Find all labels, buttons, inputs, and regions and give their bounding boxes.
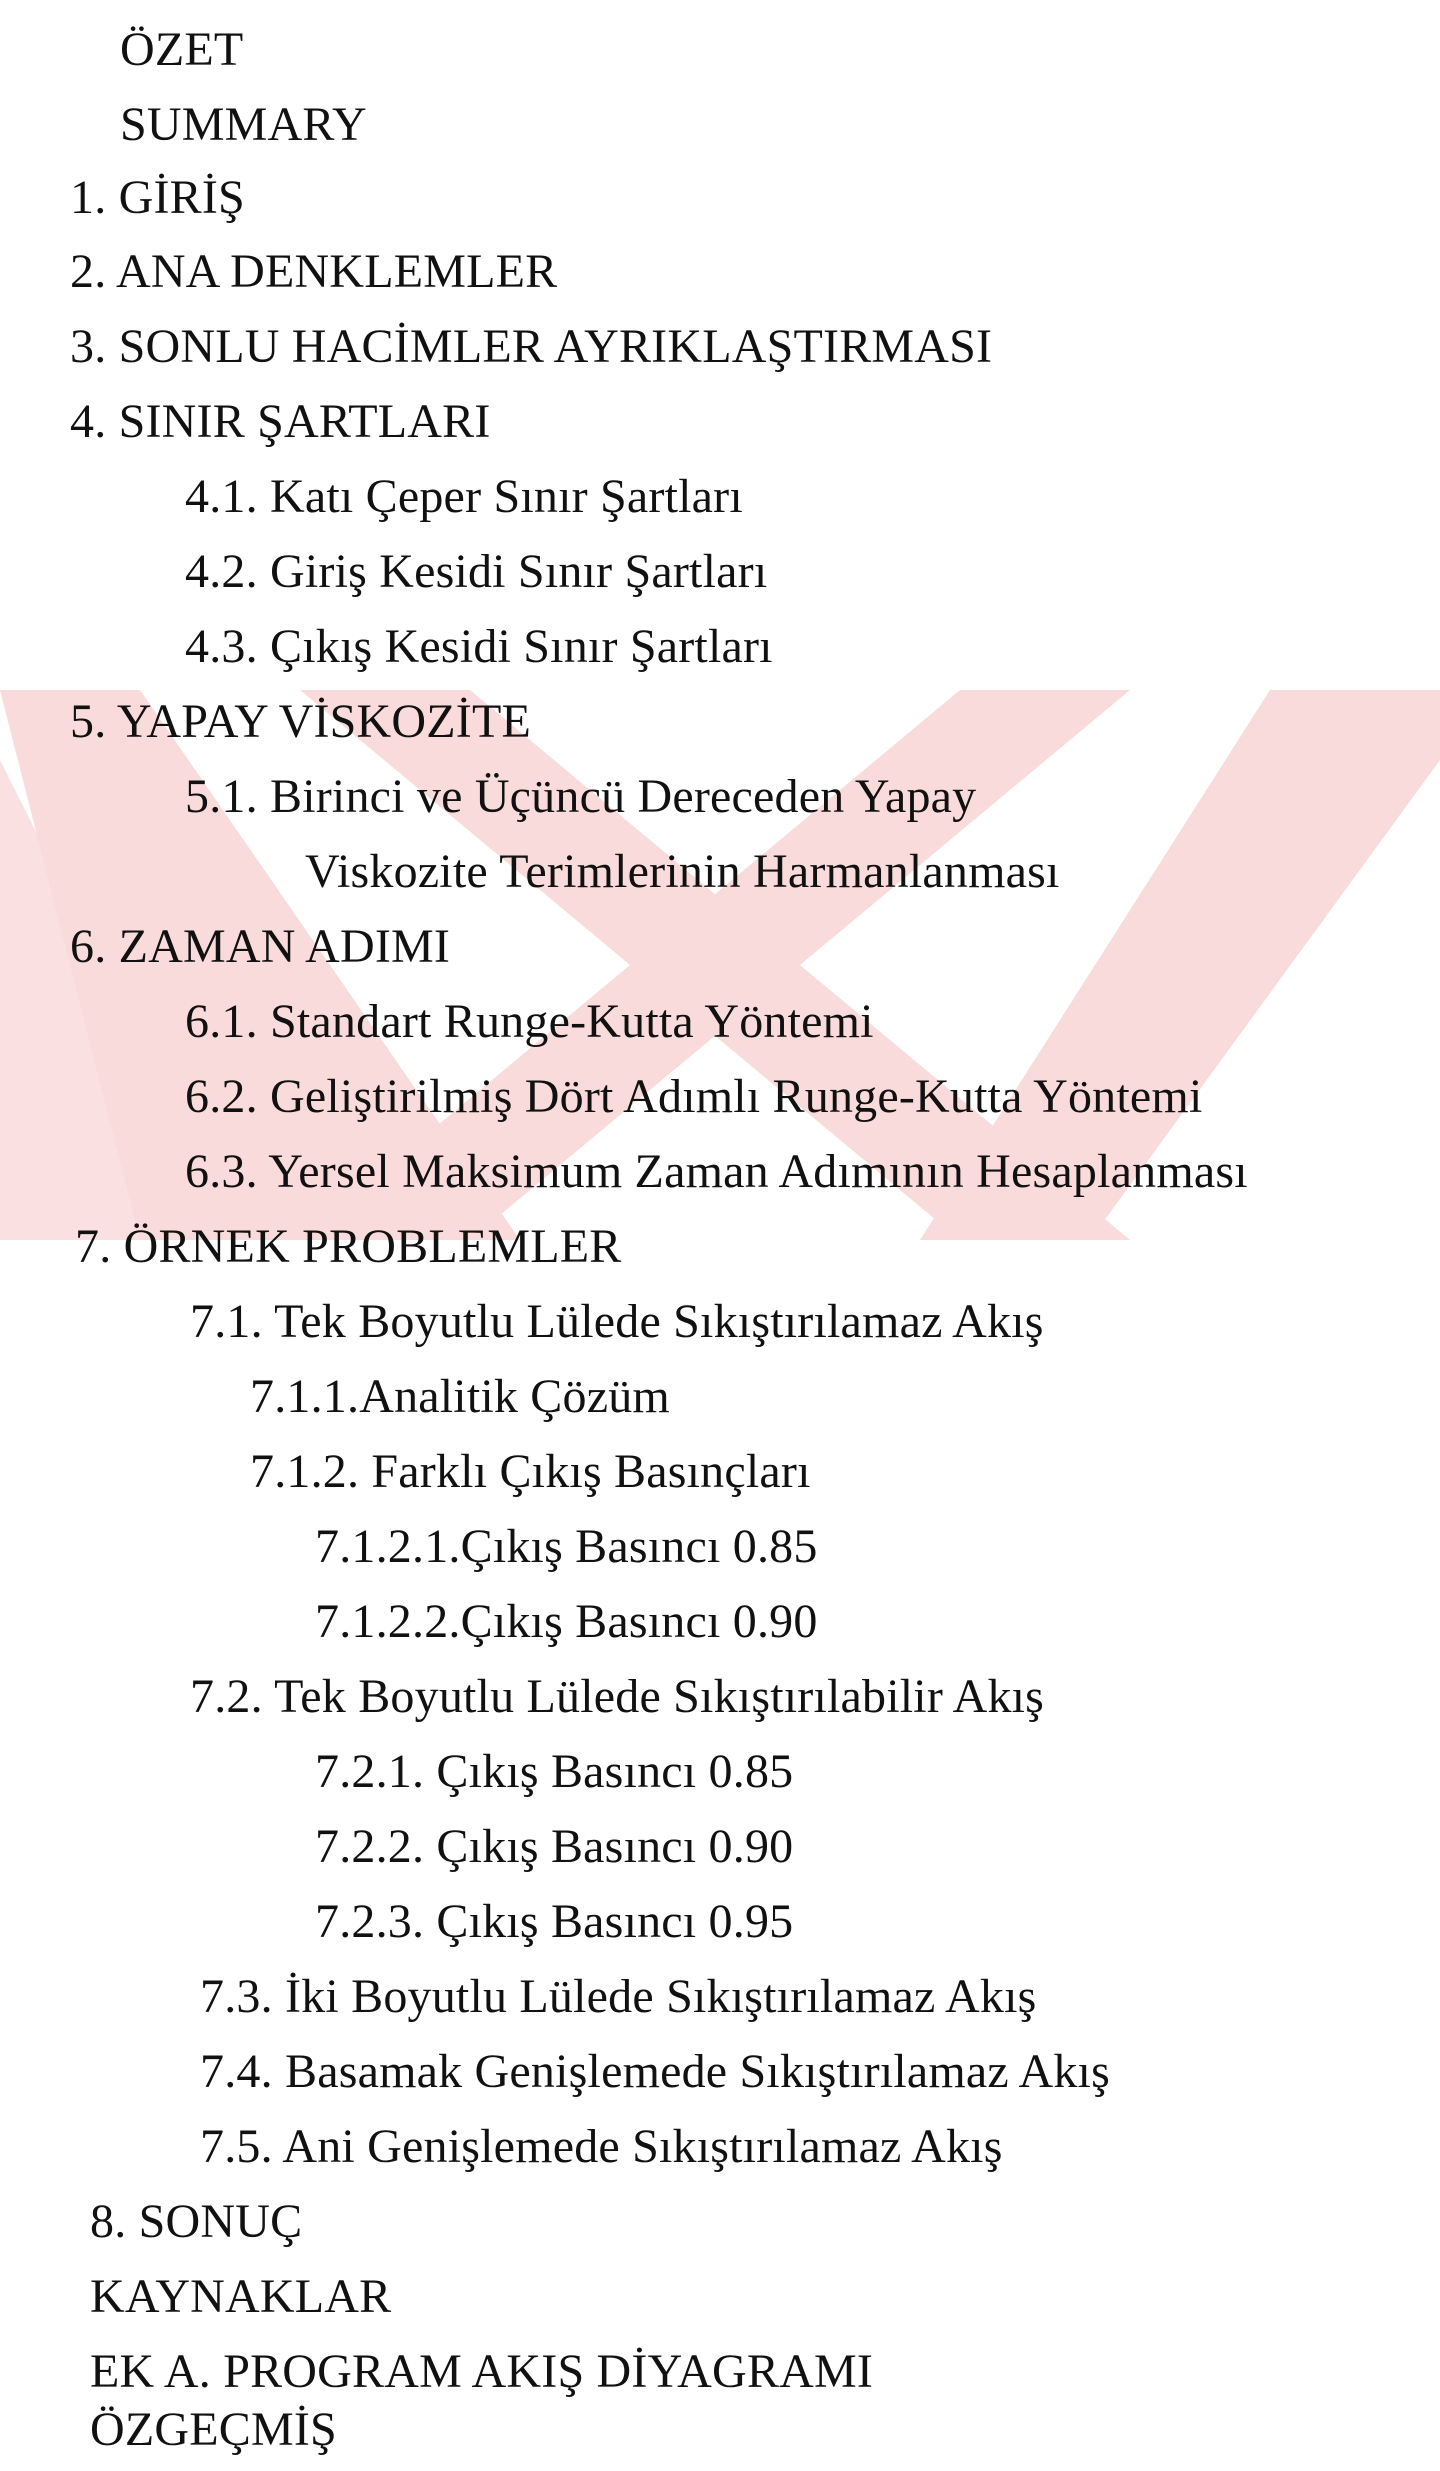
toc-entry: 1. GİRİŞ [70, 171, 245, 224]
toc-entry: 6.2. Geliştirilmiş Dört Adımlı Runge-Kutta Yöntemi [185, 1070, 1203, 1123]
toc-entry: 4.3. Çıkış Kesidi Sınır Şartları [185, 620, 773, 673]
toc-entry: 7.2.2. Çıkış Basıncı 0.90 [315, 1820, 794, 1873]
toc-entry: 7. ÖRNEK PROBLEMLER [75, 1220, 622, 1273]
toc-entry: 7.2. Tek Boyutlu Lülede Sıkıştırılabilir Akış [190, 1670, 1045, 1723]
toc-entry: 4.2. Giriş Kesidi Sınır Şartları [185, 545, 768, 598]
toc-entry: 7.3. İki Boyutlu Lülede Sıkıştırılamaz Akış [200, 1970, 1037, 2023]
toc-entry: 6.3. Yersel Maksimum Zaman Adımının Hesaplanması [185, 1145, 1248, 1198]
toc-entry: 6. ZAMAN ADIMI [70, 920, 451, 973]
toc-entry: 5.1. Birinci ve Üçüncü Dereceden Yapay [185, 770, 977, 823]
toc-entry: 7.1.2.2.Çıkış Basıncı 0.90 [315, 1595, 818, 1648]
toc-entry: 2. ANA DENKLEMLER [70, 245, 558, 298]
toc-entry: 7.1. Tek Boyutlu Lülede Sıkıştırılamaz Akış [190, 1295, 1044, 1348]
toc-entry: 5. YAPAY VİSKOZİTE [70, 695, 532, 748]
toc-entry: 7.4. Basamak Genişlemede Sıkıştırılamaz Akış [200, 2045, 1110, 2098]
toc-entry: SUMMARY [120, 98, 367, 151]
toc-entry: 7.2.1. Çıkış Basıncı 0.85 [315, 1745, 794, 1798]
toc-entry: 8. SONUÇ [90, 2195, 303, 2248]
toc-entry: EK A. PROGRAM AKIŞ DİYAGRAMI [90, 2345, 874, 2398]
toc-entry: Viskozite Terimlerinin Harmanlanması [305, 845, 1060, 898]
toc-entry: 7.1.2. Farklı Çıkış Basınçları [250, 1445, 811, 1498]
toc-entry: 7.1.2.1.Çıkış Basıncı 0.85 [315, 1520, 818, 1573]
toc-entry: 4. SINIR ŞARTLARI [70, 395, 491, 448]
toc-entry: 3. SONLU HACİMLER AYRIKLAŞTIRMASI [70, 320, 993, 373]
toc-entry: 7.5. Ani Genişlemede Sıkıştırılamaz Akış [200, 2120, 1003, 2173]
toc-entry: 7.2.3. Çıkış Basıncı 0.95 [315, 1895, 794, 1948]
toc-entry: ÖZGEÇMİŞ [90, 2403, 337, 2456]
toc-entry: 4.1. Katı Çeper Sınır Şartları [185, 470, 743, 523]
toc-entry: KAYNAKLAR [90, 2270, 392, 2323]
toc-entry: 6.1. Standart Runge-Kutta Yöntemi [185, 995, 874, 1048]
toc-entry: 7.1.1.Analitik Çözüm [250, 1370, 670, 1423]
toc-entry: ÖZET [120, 23, 244, 76]
